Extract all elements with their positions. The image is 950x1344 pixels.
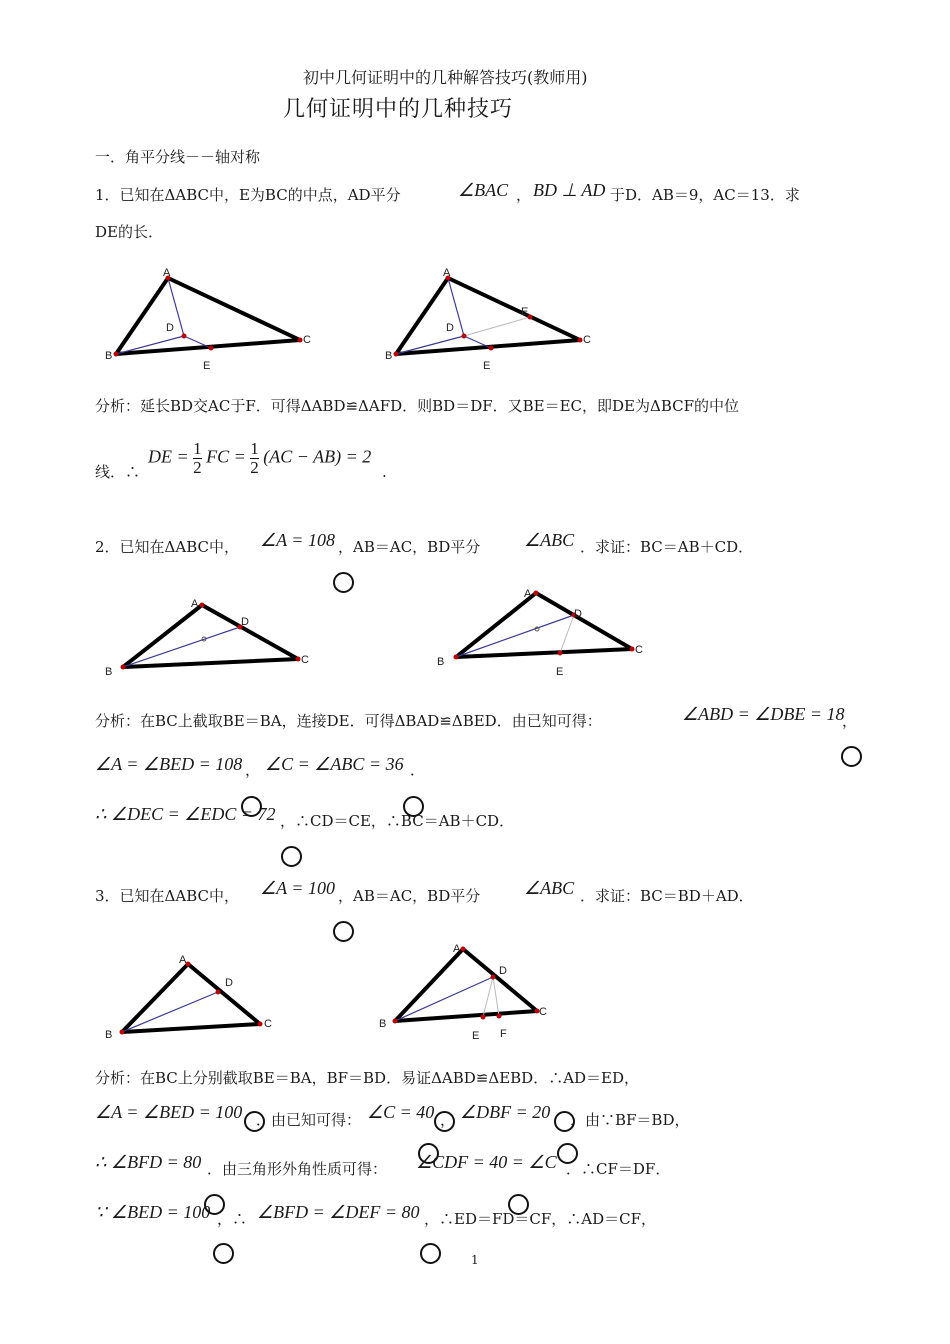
analysis-3-text-7: ，∴ED＝FD＝CF，∴AD＝CF， bbox=[424, 1210, 657, 1228]
label-B: B bbox=[437, 656, 445, 668]
analysis-1-formula bbox=[148, 440, 371, 477]
analysis-3-text-1: ．由已知可得： bbox=[256, 1111, 362, 1129]
page-title: 几何证明中的几种技巧 bbox=[283, 97, 514, 122]
problem-1-math-perp: BD ⊥ AD bbox=[533, 180, 606, 200]
problem-2-text-a: 2．已知在ΔABC中， bbox=[95, 538, 239, 556]
label-B: B bbox=[379, 1018, 387, 1030]
analysis-2-math-3: ∠C = ∠ABC = 36 bbox=[265, 754, 404, 774]
problem-1-text-c: 于D．AB＝9，AC＝13．求 bbox=[610, 186, 800, 204]
circle-mark bbox=[841, 746, 862, 767]
label-C: C bbox=[264, 1018, 272, 1030]
figure-1-left bbox=[100, 262, 330, 377]
label-C: C bbox=[583, 334, 591, 346]
figure-1-right bbox=[380, 262, 610, 377]
fraction-half-1: $\frac{1}{2}$ bbox=[193, 439, 202, 477]
problem-3-text-b: ，AB＝AC，BD平分 bbox=[338, 887, 481, 905]
circle-mark bbox=[213, 1243, 234, 1264]
problem-3-text-c: ．求证：BC＝BD＋AD． bbox=[580, 887, 754, 905]
analysis-2-math-2: ∠A = ∠BED = 108 bbox=[95, 754, 243, 774]
label-A: A bbox=[524, 588, 532, 600]
analysis-2-math-4: ∴ ∠DEC = ∠EDC = 72 bbox=[95, 804, 276, 824]
label-A: A bbox=[443, 267, 451, 279]
analysis-3-text-6: ，∴ bbox=[217, 1210, 248, 1228]
label-D: D bbox=[241, 616, 249, 628]
label-C: C bbox=[301, 654, 309, 666]
analysis-2-sep: ， bbox=[245, 761, 261, 779]
page-number: 1 bbox=[471, 1253, 479, 1267]
label-A: A bbox=[179, 954, 187, 966]
analysis-2-dot: ． bbox=[410, 761, 426, 779]
section-heading-1: 一．角平分线－－轴对称 bbox=[95, 148, 261, 166]
analysis-3-text-3: ．由∵BF＝BD， bbox=[570, 1111, 690, 1129]
analysis-3-math-7: ∠BFD = ∠DEF = 80 bbox=[257, 1202, 420, 1222]
problem-2-math-angle: ∠A = 108 bbox=[260, 530, 335, 550]
fraction-half-2: $\frac{1}{2}$ bbox=[250, 439, 259, 477]
problem-2-text-b: ，AB＝AC，BD平分 bbox=[338, 538, 481, 556]
label-C: C bbox=[539, 1006, 547, 1018]
label-E: E bbox=[556, 666, 564, 678]
analysis-3-line1: 分析：在BC上分别截取BE＝BA，BF＝BD．易证ΔABD≌ΔEBD．∴AD＝ED， bbox=[95, 1069, 640, 1087]
analysis-2-line1: 分析：在BC上截取BE＝BA，连接DE．可得ΔBAD≌ΔBED．由已知可得： bbox=[95, 712, 602, 730]
problem-1-text-b: ， bbox=[516, 186, 532, 204]
label-B: B bbox=[105, 350, 113, 362]
problem-2-math-abc: ∠ABC bbox=[524, 530, 575, 550]
problem-1-text-a: 1．已知在ΔABC中，E为BC的中点，AD平分 bbox=[95, 186, 401, 204]
analysis-3-math-2: ∠C = 40 bbox=[367, 1102, 435, 1122]
problem-1-math-angle: ∠BAC bbox=[458, 180, 509, 200]
problem-1-text-line2: DE的长． bbox=[95, 223, 163, 241]
label-B: B bbox=[385, 350, 393, 362]
label-C: C bbox=[635, 644, 643, 656]
document-header: 初中几何证明中的几种解答技巧(教师用) bbox=[303, 68, 588, 87]
problem-3-math-angle: ∠A = 100 bbox=[260, 878, 335, 898]
label-A: A bbox=[191, 598, 199, 610]
label-D: D bbox=[499, 965, 507, 977]
label-F: E bbox=[521, 306, 529, 318]
analysis-3-text-2: ， bbox=[440, 1111, 456, 1129]
formula-rest: (AC − AB) = 2 bbox=[263, 446, 372, 467]
formula-fc: FC = bbox=[206, 446, 246, 467]
analysis-3-math-3: ∠DBF = 20 bbox=[460, 1102, 551, 1122]
figure-3-left bbox=[100, 950, 290, 1045]
figure-2-left bbox=[100, 595, 320, 680]
label-A: A bbox=[163, 267, 171, 279]
label-D: D bbox=[225, 977, 233, 989]
problem-3-math-abc: ∠ABC bbox=[524, 878, 575, 898]
formula-de: DE = bbox=[148, 446, 189, 467]
label-B: B bbox=[105, 1029, 113, 1041]
analysis-1-period: . bbox=[382, 463, 387, 481]
problem-2-text-c: ．求证：BC＝AB＋CD． bbox=[580, 538, 754, 556]
analysis-3-math-6: ∵ ∠BED = 100 bbox=[95, 1202, 211, 1222]
analysis-2-line3: ，∴CD＝CE，∴BC＝AB＋CD． bbox=[280, 812, 515, 830]
circle-mark bbox=[420, 1243, 441, 1264]
analysis-3-math-5: ∠CDF = 40 = ∠C bbox=[416, 1152, 557, 1172]
analysis-3-text-5: ．∴CF＝DF． bbox=[566, 1160, 671, 1178]
analysis-3-math-4: ∴ ∠BFD = 80 bbox=[95, 1152, 202, 1172]
label-E: E bbox=[472, 1030, 480, 1042]
label-D: D bbox=[166, 322, 174, 334]
circle-mark bbox=[333, 921, 354, 942]
problem-3-text-a: 3．已知在ΔABC中， bbox=[95, 887, 239, 905]
analysis-3-text-4: ．由三角形外角性质可得： bbox=[207, 1160, 388, 1178]
analysis-1-line2: 线．∴ bbox=[95, 463, 141, 481]
label-B: B bbox=[105, 666, 113, 678]
label-E: E bbox=[203, 360, 211, 372]
label-C: C bbox=[303, 334, 311, 346]
circle-mark bbox=[403, 796, 424, 817]
figure-3-right bbox=[375, 935, 565, 1045]
analysis-2-math-1: ∠ABD = ∠DBE = 18 bbox=[682, 704, 845, 724]
label-A: A bbox=[453, 943, 461, 955]
label-E: E bbox=[483, 360, 491, 372]
label-F: F bbox=[500, 1028, 507, 1040]
label-D: D bbox=[574, 608, 582, 620]
analysis-2-comma: ， bbox=[842, 712, 858, 730]
analysis-1-line1: 分析：延长BD交AC于F．可得ΔABD≌ΔAFD．则BD＝DF．又BE＝EC，即DE为ΔBCF的中位 bbox=[95, 397, 740, 415]
circle-mark bbox=[281, 846, 302, 867]
analysis-3-math-1: ∠A = ∠BED = 100 bbox=[95, 1102, 243, 1122]
circle-mark bbox=[333, 572, 354, 593]
label-D: D bbox=[446, 322, 454, 334]
figure-2-right bbox=[430, 585, 655, 680]
circle-mark bbox=[241, 796, 262, 817]
